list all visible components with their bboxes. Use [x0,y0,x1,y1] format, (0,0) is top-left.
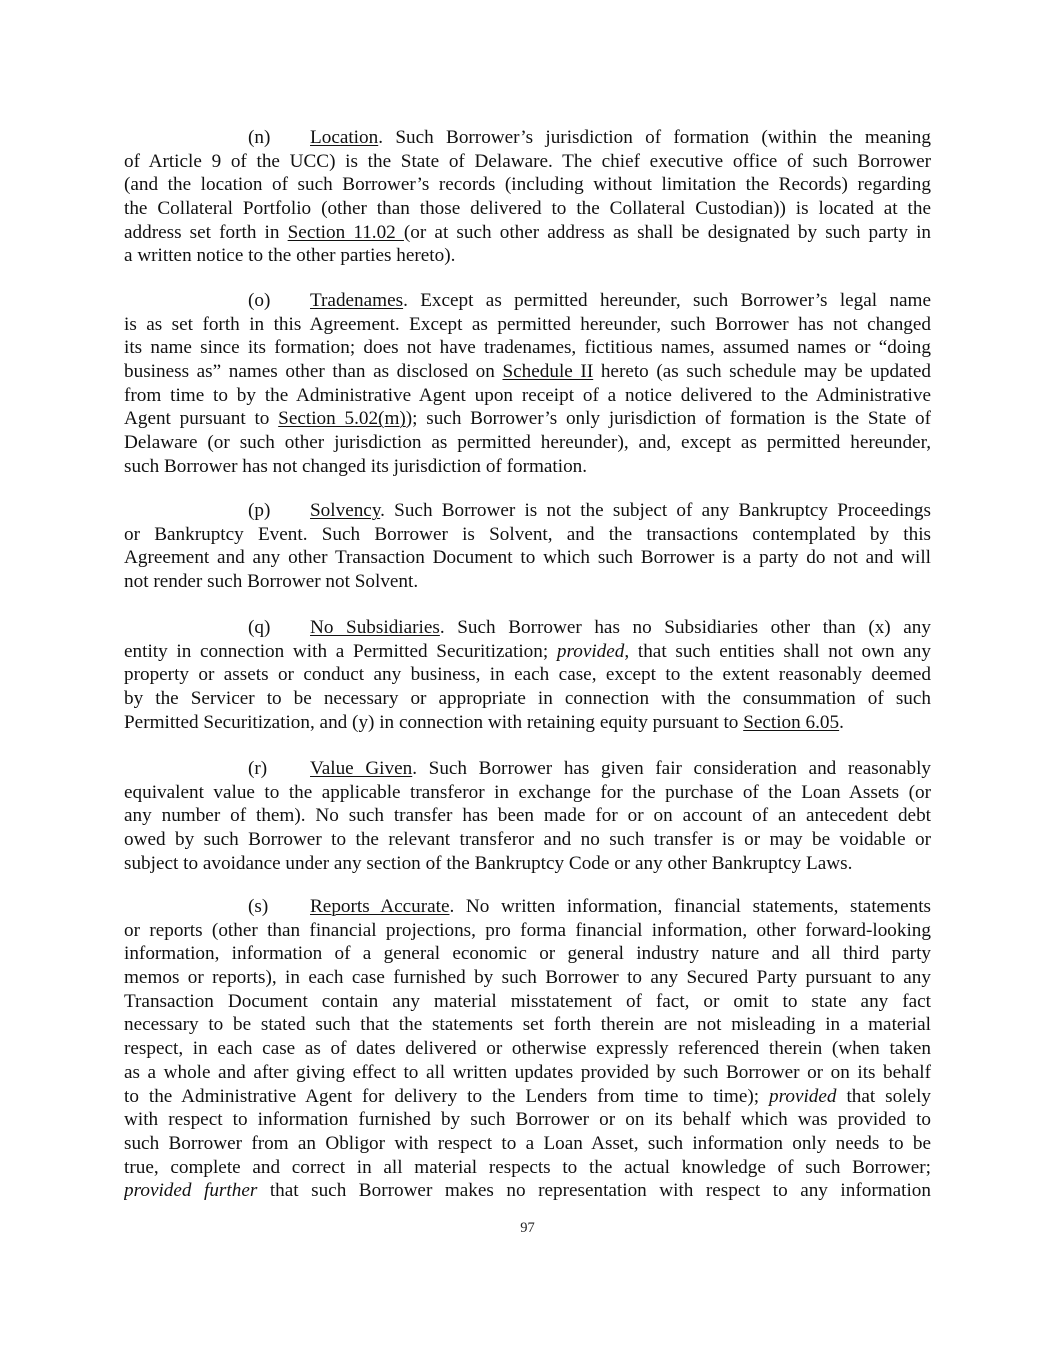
text-line [124,663,931,687]
text-line [124,523,931,547]
text-line [124,895,931,919]
text-segment: Transaction Document contain any material misstatement of fact, or omit to state any fact [124,990,931,1012]
text-line [124,546,931,570]
paragraph-o [124,289,931,479]
enumerator: (p) [248,500,271,521]
text-line [124,499,931,523]
section-heading: Value Given [310,758,413,779]
section-heading: Tradenames [310,290,404,311]
text-segment: that solely [836,1085,931,1107]
section-heading: Reports Accurate [310,896,450,917]
text-segment: such Borrower has not changed its jurisdiction of formation. [124,455,588,477]
text-line [124,570,931,594]
text-segment: ); such Borrower’s only jurisdiction of formation is the State of [405,408,931,430]
text-segment: (or at such other address as shall be designated by such party in [403,221,931,243]
text-segment: . Such Borrower’s jurisdiction of formation (within the meaning [378,127,931,148]
text-segment: by the Servicer to be necessary or appropriate in connection with the consummation of such [124,688,931,710]
text-line [124,150,931,174]
text-line [124,852,931,876]
text-line [124,1013,931,1037]
text-line [124,711,931,735]
italic-term: provided [769,1085,837,1107]
enumerator: (r) [248,758,268,779]
text-segment: property or assets or conduct any business, in each case, except to the extent reasonably deemed [124,664,931,686]
text-segment: address set forth in [124,221,288,243]
text-segment: of Article 9 of the UCC) is the State of Delaware. The chief executive office of such Borrower [124,150,931,172]
text-line [124,384,931,408]
text-segment: or reports (other than financial projections, pro forma financial information, other forward-looking [124,919,931,941]
enumerator: (q) [248,617,271,638]
enumerator: (o) [248,290,271,311]
text-segment: . Such Borrower is not the subject of any Bankruptcy Proceedings [380,500,931,521]
text-segment: that such Borrower makes no representation with respect to any information [257,1180,931,1202]
text-line [124,244,931,268]
text-segment: , that such entities shall not own any [624,640,931,662]
text-segment: . Such Borrower has no Subsidiaries other than (x) any [439,617,931,638]
text-segment: as a whole and after giving effect to all written updates provided by such Borrower or on its behalf [124,1061,931,1083]
paragraph-p [124,499,931,594]
text-segment: . No written information, financial statements, statements [449,896,931,917]
text-segment: . [839,711,844,733]
text-line [124,1179,931,1203]
text-line [124,360,931,384]
text-line [124,1156,931,1180]
page-number: 97 [520,1220,535,1236]
text-segment: Agreement and any other Transaction Document to which such Borrower is a party do not and will [124,547,931,569]
text-segment: to the Administrative Agent for delivery to the Lenders from time to time); [124,1085,770,1107]
text-line [124,1132,931,1156]
text-line [124,221,931,245]
text-segment: is as set forth in this Agreement. Except as permitted hereunder, such Borrower has not changed [124,313,931,335]
text-line [124,919,931,943]
paragraph-r [124,757,931,875]
text-line [124,407,931,431]
text-segment: the Collateral Portfolio (other than those delivered to the Collateral Custodian)) is located at the [124,198,931,220]
text-segment: Permitted Securitization, and (y) in connection with retaining equity pursuant to [124,711,744,733]
text-segment: from time to by the Administrative Agent upon receipt of a notice delivered to the Administrative [124,384,931,406]
text-line [124,687,931,711]
text-line [124,455,931,479]
text-segment: respect, in each case as of dates delivered or otherwise expressly referenced therein (when taken [124,1038,931,1060]
section-heading: Solvency [310,500,381,521]
text-segment: . Except as permitted hereunder, such Borrower’s legal name [403,290,931,311]
paragraph-q [124,616,931,734]
cross-reference: Section 6.05 [743,711,840,733]
text-line [124,336,931,360]
text-segment: subject to avoidance under any section of the Bankruptcy Code or any other Bankruptcy Laws. [124,852,853,874]
text-segment: (and the location of such Borrower’s records (including without limitation the Records) regarding [124,174,931,196]
text-line [124,828,931,852]
paragraph-n [124,126,931,268]
text-segment: business as” names other than as disclosed on [124,361,503,383]
text-line [124,1108,931,1132]
text-line [124,313,931,337]
text-segment: any number of them). No such transfer has been made for or on account of an antecedent debt [124,805,931,827]
text-segment: . Such Borrower has given fair consideration and reasonably [412,758,931,779]
text-line [124,640,931,664]
text-segment: true, complete and correct in all material respects to the actual knowledge of such Borrower; [124,1156,931,1178]
text-line [124,804,931,828]
section-heading: Location [310,127,379,148]
text-segment: not render such Borrower not Solvent. [124,571,419,593]
enumerator: (n) [248,127,271,148]
text-segment: or Bankruptcy Event. Such Borrower is Solvent, and the transactions contemplated by this [124,523,931,545]
text-line [124,757,931,781]
italic-term: provided further [124,1180,258,1202]
cross-reference: Section 5.02(m) [278,408,406,430]
text-line [124,1037,931,1061]
text-line [124,431,931,455]
text-segment: necessary to be stated such that the statements set forth therein are not misleading in a material [124,1014,931,1036]
text-line [124,289,931,313]
text-line [124,942,931,966]
cross-reference: Schedule II [502,361,594,383]
cross-reference: Section 11.02 [287,221,404,243]
text-line [124,616,931,640]
section-heading: No Subsidiaries [310,617,440,638]
text-segment: its name since its formation; does not have tradenames, fictitious names, assumed names or “doing [124,337,931,359]
text-line [124,197,931,221]
text-line [124,781,931,805]
text-line [124,1061,931,1085]
text-segment: information, information of a general economic or general industry nature and all third party [124,943,931,965]
text-segment: with respect to information furnished by such Borrower or on its behalf which was provided to [124,1109,931,1131]
italic-term: provided [556,640,625,662]
text-segment: memos or reports), in each case furnished by such Borrower to any Secured Party pursuant to any [124,967,931,989]
text-segment: hereto (as such schedule may be updated [593,361,931,383]
text-line [124,966,931,990]
paragraph-s [124,895,931,1203]
text-line [124,1085,931,1109]
text-segment: such Borrower from an Obligor with respect to a Loan Asset, such information only needs to be [124,1132,931,1154]
text-segment: Agent pursuant to [124,408,279,430]
text-segment: entity in connection with a Permitted Securitization; [124,640,557,662]
text-segment: equivalent value to the applicable transferor in exchange for the purchase of the Loan Assets (or [124,781,931,803]
text-segment: owed by such Borrower to the relevant transferor and no such transfer is or may be voidable or [124,829,931,851]
text-segment: a written notice to the other parties hereto). [124,245,456,267]
text-line [124,173,931,197]
text-segment: Delaware (or such other jurisdiction as permitted hereunder), and, except as permitted hereunder, [124,432,931,454]
text-line [124,126,931,150]
text-line [124,990,931,1014]
enumerator: (s) [248,896,269,917]
